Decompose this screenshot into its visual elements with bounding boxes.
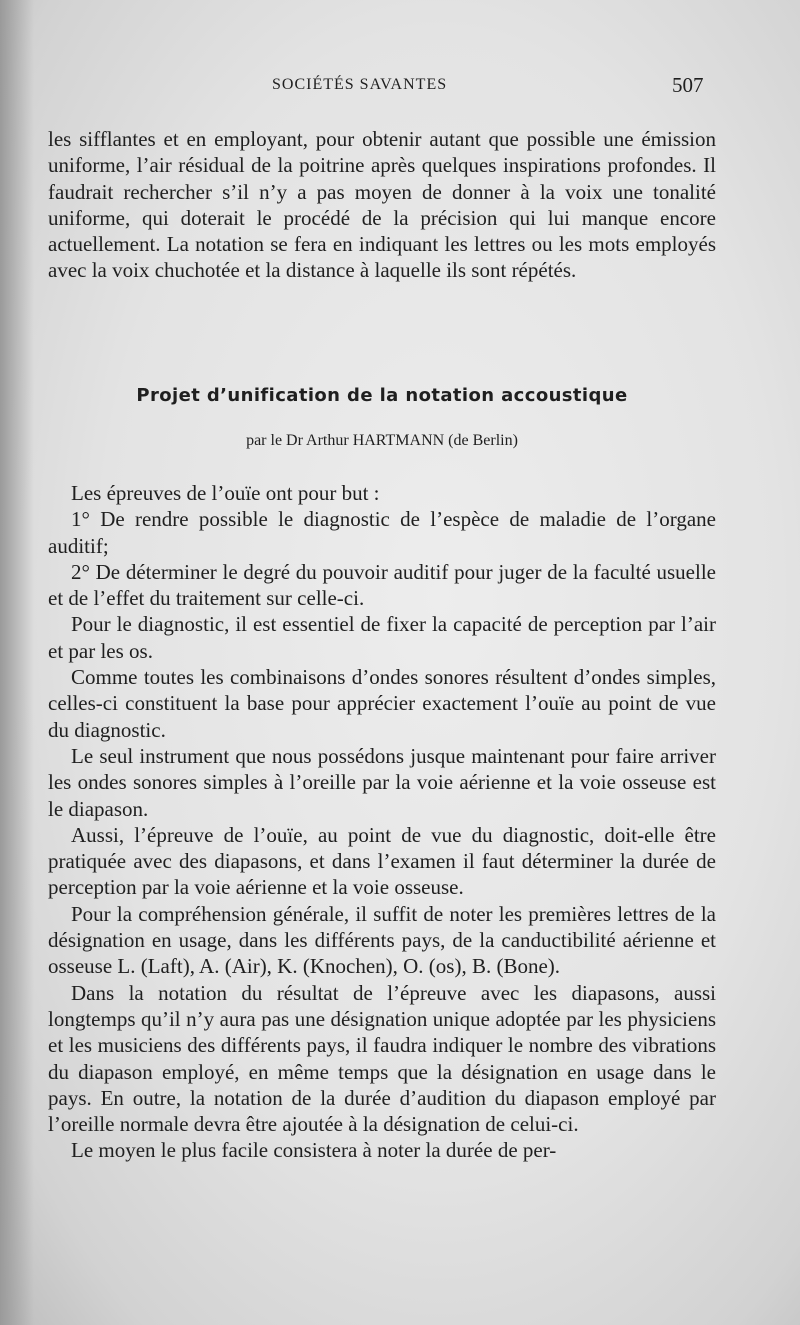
paragraph: Le moyen le plus facile consistera à noter la durée de per- — [71, 1138, 557, 1163]
continuation-paragraph: les sifflantes et en employant, pour obtenir autant que possible une émission uniforme, l’air résidual de la poitrine après quelques inspirations profondes. Il faudrait rechercher s’il n’y a pas moyen de donner à la voix une tonalité uniforme, qui doterait le procédé de la précision qui lui manque encore actuellement. La notation se fera en indiquant les lettres ou les mots employés avec la voix chuchotée et la distance à laquelle ils sont répétés. — [48, 127, 716, 283]
page-number: 507 — [672, 73, 704, 97]
page-header — [0, 73, 800, 100]
continuation-text — [48, 126, 716, 284]
paragraph: Les épreuves de l’ouïe ont pour but : — [71, 481, 380, 505]
section-title: Projet d’unification de la notation accoustique — [136, 385, 628, 406]
paragraph: Pour la compréhension générale, il suffit de noter les premières lettres de la désignation en usage, dans les différents pays, de la canductibilité aérienne et osseuse L. (Laft), A. (Air), K. (Knochen), O. (os), B. (Bone). — [48, 901, 716, 979]
paragraph: Comme toutes les combinaisons d’ondes sonores résultent d’ondes simples, celles-ci constituent la base pour apprécier exactement l’ouïe au point de vue du diagnostic. — [48, 665, 716, 742]
running-head: SOCIÉTÉS SAVANTES — [272, 76, 448, 93]
paragraph: 2° De déterminer le degré du pouvoir auditif pour juger de la faculté usuelle et de l’effet du traitement sur celle-ci. — [48, 559, 716, 611]
page-gutter-shadow — [0, 0, 34, 1325]
paragraph: Aussi, l’épreuve de l’ouïe, au point de vue du diagnostic, doit-elle être pratiquée avec des diapasons, et dans l’examen il faut déterminer la durée de perception par la voie aérienne et la voie osseuse. — [48, 822, 716, 900]
paragraph: Pour le diagnostic, il est essentiel de fixer la capacité de perception par l’air et par les os. — [48, 612, 716, 663]
paragraph: Dans la notation du résultat de l’épreuve avec les diapasons, aussi longtemps qu’il n’y aura pas une désignation unique adoptée par les physiciens et les musiciens des différents pays, il faudra indiquer le nombre des vibrations du diapason employé, en même temps que la désignation en usage dans le pays. En outre, la notation de la durée d’audition du diapason employé par l’oreille normale devra être ajoutée à la désignation de celui-ci. — [48, 980, 716, 1137]
author-byline: par le Dr Arthur HARTMANN (de Berlin) — [246, 432, 518, 449]
paragraph: 1° De rendre possible le diagnostic de l’espèce de maladie de l’organe auditif; — [48, 507, 716, 558]
paragraph: Le seul instrument que nous possédons jusque maintenant pour faire arriver les ondes sonores simples à l’oreille par la voie aérienne et la voie osseuse est le diapason. — [48, 743, 716, 821]
article-body — [48, 480, 716, 1164]
